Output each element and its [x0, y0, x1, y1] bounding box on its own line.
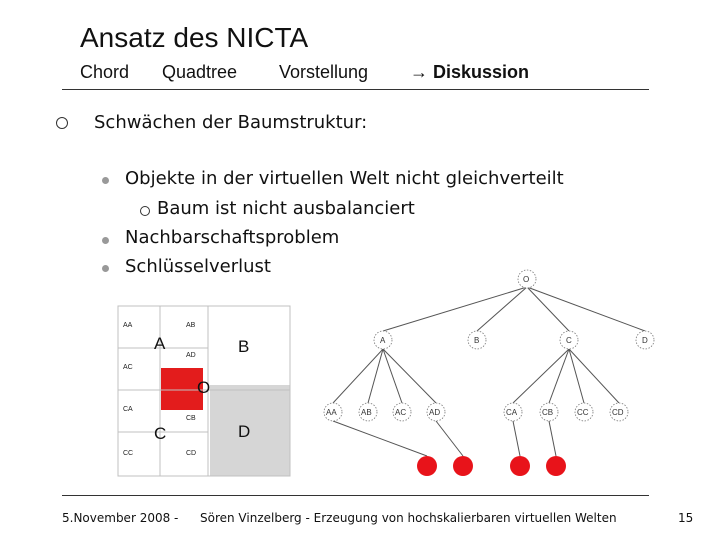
main-bullet-text: Schwächen der Baumstruktur: [94, 112, 368, 133]
tree-node-label: B [474, 336, 480, 345]
cell-label: CB [186, 415, 196, 422]
sub-bullet-text: Objekte in der virtuellen Welt nicht gleichverteilt [125, 168, 564, 189]
nav-chord[interactable]: Chord [80, 62, 130, 82]
tree-node-label: AC [395, 408, 407, 417]
slide-title: Ansatz des NICTA [80, 22, 309, 53]
tree-node-label: O [523, 275, 530, 284]
quadrant-label: D [238, 422, 251, 441]
sub-bullet-text: Schlüsselverlust [125, 256, 271, 277]
tree-nodes [324, 270, 654, 421]
cell-label: AA [123, 322, 133, 329]
tree-edges [333, 287, 645, 456]
sub-sub-bullet-text: Baum ist nicht ausbalanciert [157, 198, 415, 219]
footer-author-title: Sören Vinzelberg - Erzeugung von hochskalierbaren virtuellen Welten [200, 511, 617, 525]
cell-label: CC [123, 450, 134, 457]
tree-leaf-object [546, 456, 566, 476]
quadrant-label: B [238, 337, 250, 356]
footer-divider [62, 495, 649, 496]
quadrant-label: C [154, 424, 167, 443]
tree-leaf-object [510, 456, 530, 476]
quadtree-grid [118, 306, 290, 476]
grid-region-b [210, 306, 290, 385]
nav-diskussion[interactable]: → Diskussion [410, 62, 530, 82]
quadtree-tree [324, 270, 654, 476]
tree-node-label: CC [577, 408, 589, 417]
tree-node-label: CA [506, 408, 518, 417]
cell-label: CA [123, 406, 133, 413]
sub-bullet-text: Nachbarschaftsproblem [125, 227, 340, 248]
tree-node-label: C [566, 336, 572, 345]
tree-node-label: CB [542, 408, 554, 417]
footer-date: 5.November 2008 - [62, 511, 179, 525]
cell-label: AC [123, 364, 133, 371]
tree-node-label: AD [429, 408, 441, 417]
center-label: O [197, 378, 211, 397]
cell-label: AB [186, 322, 196, 329]
page-number: 15 [678, 511, 694, 525]
cell-label: CD [186, 450, 197, 457]
quadrant-label: A [154, 334, 166, 353]
tree-node-label: A [380, 336, 386, 345]
tree-node-label: AA [326, 408, 337, 417]
tree-leaf-object [417, 456, 437, 476]
nav-vorstellung[interactable]: Vorstellung [279, 62, 369, 82]
tree-node-label: AB [361, 408, 372, 417]
tree-node-label: D [642, 336, 648, 345]
nav-quadtree[interactable]: Quadtree [162, 62, 238, 82]
cell-label: AD [186, 352, 196, 359]
tree-leaf-object [453, 456, 473, 476]
tree-node-label: CD [612, 408, 624, 417]
